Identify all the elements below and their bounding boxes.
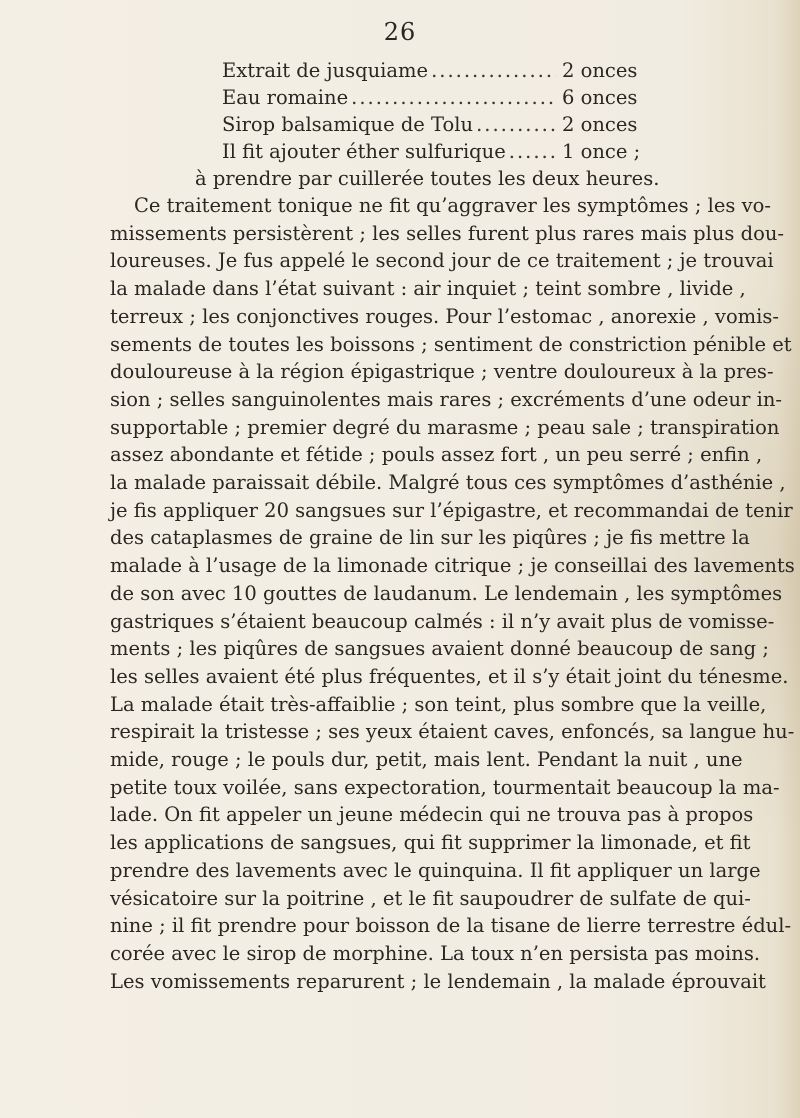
dot-leader bbox=[431, 57, 556, 84]
prescription-list bbox=[222, 57, 652, 165]
text-line: Ce traitement tonique ne fit qu’aggraver les symptômes ; les vo- bbox=[134, 194, 771, 217]
page-number: 26 bbox=[383, 18, 417, 46]
text-line: malade à l’usage de la limonade citrique ; je conseillai des lavements bbox=[110, 554, 795, 578]
text-line: missements persistèrent ; les selles furent plus rares mais plus dou- bbox=[110, 221, 784, 245]
text-line: mide, rouge ; le pouls dur, petit, mais lent. Pendant la nuit , une bbox=[110, 748, 743, 772]
ingredient: Sirop balsamique de Tolu bbox=[222, 113, 474, 136]
text-line: nine ; il fit prendre pour boisson de la tisane de lierre terrestre édul- bbox=[110, 914, 792, 938]
prescription-line bbox=[222, 138, 652, 165]
text-line: sion ; selles sanguinolentes mais rares ; excréments d’une odeur in- bbox=[110, 387, 783, 411]
body-paragraph bbox=[110, 192, 795, 995]
text-line: vésicatoire sur la poitrine , et le fit saupoudrer de sulfate de qui- bbox=[110, 886, 751, 910]
text-line: respirait la tristesse ; ses yeux étaient caves, enfoncés, sa langue hu- bbox=[110, 720, 795, 744]
text-line: loureuses. Je fus appelé le second jour de ce traitement ; je trouvai bbox=[110, 249, 774, 273]
ingredient: Eau romaine bbox=[222, 86, 349, 109]
quantity: 1 once ; bbox=[562, 140, 641, 163]
text-line: les selles avaient été plus fréquentes, et il s’y était joint du ténesme. bbox=[110, 664, 789, 688]
prescription-line bbox=[222, 84, 652, 111]
text-line: les applications de sangsues, qui fit supprimer la limonade, et fit bbox=[110, 831, 751, 855]
text-line: La malade était très-affaiblie ; son teint, plus sombre que la veille, bbox=[110, 692, 767, 716]
text-line: lade. On fit appeler un jeune médecin qui ne trouva pas à propos bbox=[110, 803, 754, 827]
text-line: prendre des lavements avec le quinquina. Il fit appliquer un large bbox=[110, 858, 761, 882]
dot-leader bbox=[351, 84, 556, 111]
text-line: petite toux voilée, sans expectoration, tourmentait beaucoup la ma- bbox=[110, 775, 780, 799]
text-line: la malade dans l’état suivant : air inquiet ; teint sombre , livide , bbox=[110, 277, 746, 301]
prescription-line bbox=[222, 57, 652, 84]
text-line: terreux ; les conjonctives rouges. Pour l’estomac , anorexie , vomis- bbox=[110, 304, 780, 328]
text-line: assez abondante et fétide ; pouls assez fort , un peu serré ; enfin , bbox=[110, 443, 763, 467]
text-line: je fis appliquer 20 sangsues sur l’épigastre, et recommandai de tenir bbox=[110, 498, 793, 522]
text-line: Les vomissements reparurent ; le lendemain , la malade éprouvait bbox=[110, 969, 766, 993]
quantity: 2 onces bbox=[562, 59, 638, 82]
dot-leader bbox=[476, 111, 556, 138]
text-line: corée avec le sirop de morphine. La toux n’en persista pas moins. bbox=[110, 941, 761, 965]
prescription-line bbox=[222, 111, 652, 138]
text-line: douloureuse à la région épigastrique ; ventre douloureux à la pres- bbox=[110, 360, 774, 384]
text-line: ments ; les piqûres de sangsues avaient donné beaucoup de sang ; bbox=[110, 637, 769, 661]
text-line: des cataplasmes de graine de lin sur les piqûres ; je fis mettre la bbox=[110, 526, 750, 550]
text-line: la malade paraissait débile. Malgré tous ces symptômes d’asthénie , bbox=[110, 471, 786, 495]
ingredient: Il fit ajouter éther sulfurique bbox=[222, 140, 506, 163]
ingredient: Extrait de jusquiame bbox=[222, 59, 429, 82]
dosage-instruction: à prendre par cuillerée toutes les deux heures. bbox=[195, 167, 660, 190]
text-line: de son avec 10 gouttes de laudanum. Le lendemain , les symptômes bbox=[110, 581, 783, 605]
text-line: supportable ; premier degré du marasme ; peau sale ; transpiration bbox=[110, 415, 780, 439]
text-line: sements de toutes les boissons ; sentiment de constriction pénible et bbox=[110, 332, 792, 356]
quantity: 6 onces bbox=[562, 86, 638, 109]
quantity: 2 onces bbox=[562, 113, 638, 136]
text-line: gastriques s’étaient beaucoup calmés : il n’y avait plus de vomisse- bbox=[110, 609, 775, 633]
dot-leader bbox=[509, 138, 556, 165]
